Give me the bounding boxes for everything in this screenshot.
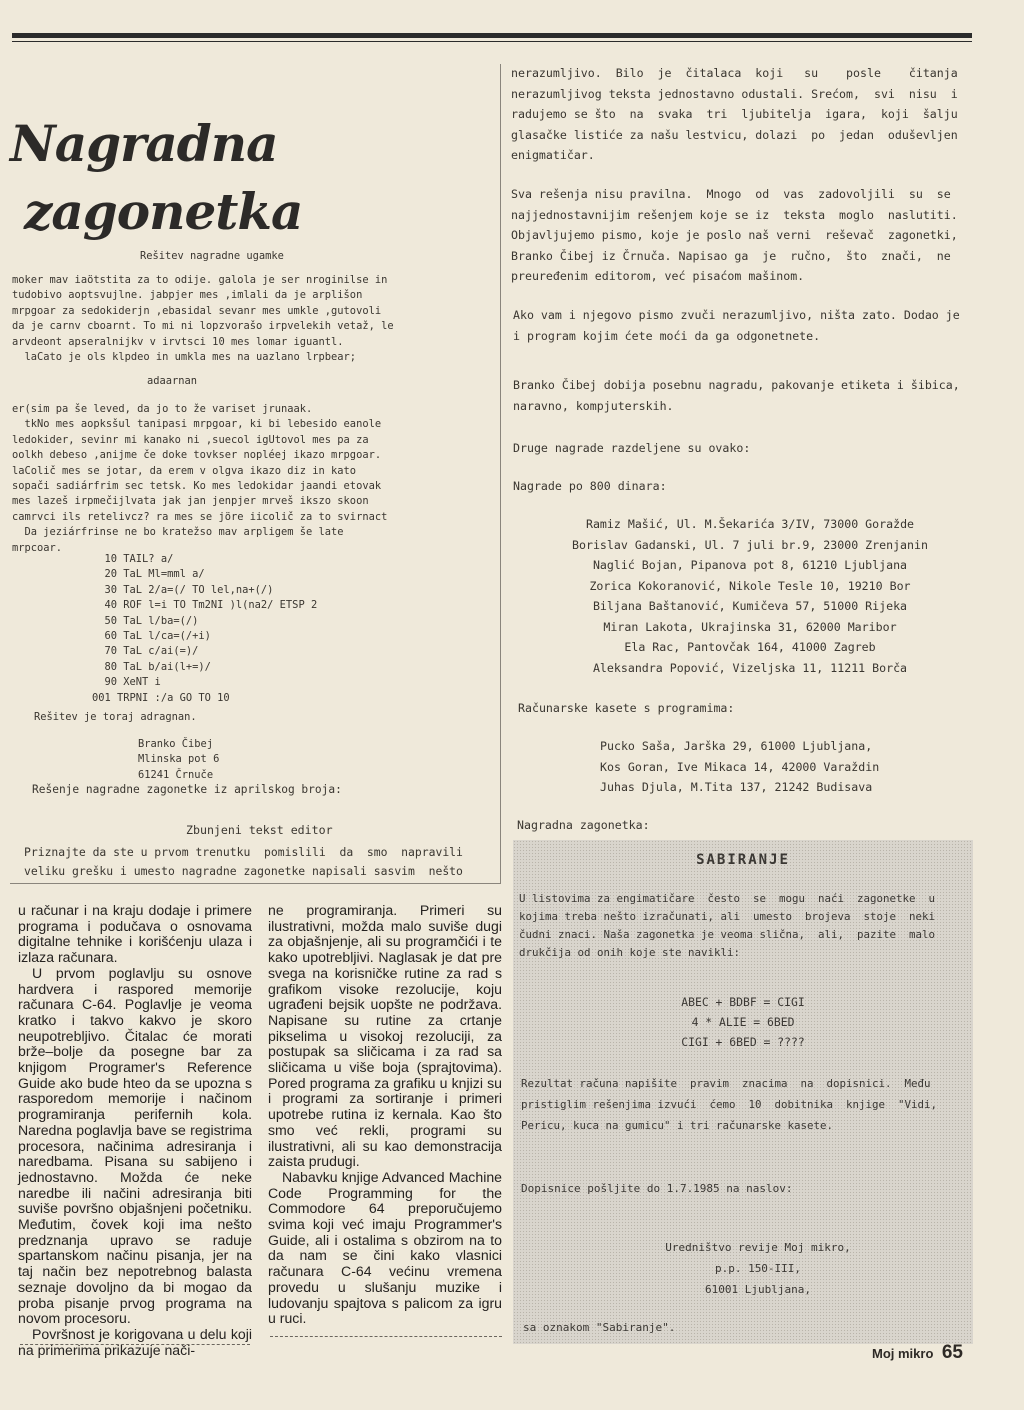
article-column-2 (268, 903, 502, 1327)
text-line: er(sim pa še leved, da jo to že variset jrunaak. (12, 403, 313, 415)
code-line: 50 TaL l/ba=(/) (92, 614, 199, 627)
article-title-line1: Nagradna (10, 114, 278, 173)
text-line: mrpgoar za sedokiderjn ,ebasidal sevanr mes umkle ,gutovoli (12, 304, 382, 317)
code-line: 60 TaL l/ca=(/+i) (92, 630, 211, 643)
text-line: veliku grešku i umesto nagradne zagonetke napisali sasvim nešto (24, 864, 463, 878)
cassette-winners (600, 736, 879, 798)
text-line: camrvci ils retelivcz? ra mes se jöre iicolič za to svirnact (12, 510, 388, 523)
text-line: ledokider, sevinr mi kanako ni ,suecol igUtovol mes pa za (12, 433, 369, 446)
page-number: 65 (941, 1342, 963, 1363)
equation-line: 4 * ALIE = 6BED (691, 1015, 795, 1029)
signature-line: Branko Čibej (138, 738, 214, 750)
column-end-dashes-2 (270, 1336, 502, 1337)
article-paragraph: Površnost je korigovana u delu koji na primerima prikazuje nači- (18, 1325, 252, 1358)
text-line: moker mav iaötstita za to odije. galola je ser nroginilse in (12, 274, 388, 286)
top-rule-thick (12, 33, 972, 38)
code-line: 70 TaL c/ai(=)/ (92, 645, 199, 658)
text-line: mrpcoar. (12, 541, 63, 554)
text-line: laColič mes se jotar, da erem v olgva ikazo diz in kato (12, 464, 357, 477)
text-line: kojima treba nešto izračunati, ali umesto brojeva stoje neki (519, 910, 936, 923)
text-line: tkNo mes aopksšul tanipasi mrpgoar, ki bi lebesido eanole (12, 418, 382, 431)
code-line: 90 XeNT i (92, 676, 161, 689)
prize-heading: Nagrade po 800 dinara: (513, 479, 667, 493)
winner-line: Biljana Baštanović, Kumičeva 57, 51000 Rijeka (592, 599, 908, 613)
scrambled-heading: Rešitev nagradne ugamke (140, 250, 284, 262)
magazine-name: Moj mikro (872, 1346, 934, 1361)
text-line: drukčija od onih koje ste navikli: (519, 946, 741, 959)
scrambled-closing: Rešitev je toraj adragnan. (34, 711, 197, 723)
text-line: laCato je ols klpdeo in umkla mes na uazlano lrpbear; (12, 351, 357, 364)
text-line: Branko Čibej dobija posebnu nagradu, pakovanje etiketa i šibica, (513, 378, 960, 392)
code-line: 20 TaL Ml=mml a/ (92, 568, 205, 581)
text-line: enigmatičar. (511, 148, 595, 162)
editor-title: Zbunjeni tekst editor (186, 823, 333, 837)
puzzle-instructions (521, 1073, 937, 1136)
top-rule-thin (12, 41, 972, 42)
text-line: oolkh debeso ,anijme če doke tovkser nopléej ikazo mrpgoar. (12, 449, 382, 462)
code-line: 30 TaL 2/a=(/ TO lel,na+(/) (92, 583, 274, 596)
address-line: p.p. 150-III, (714, 1262, 802, 1275)
address-line: 61001 Ljubljana, (705, 1283, 811, 1296)
editor-text (24, 843, 463, 881)
code-line: 80 TaL b/ai(l+=)/ (92, 660, 211, 673)
equation-line: ABEC + BDBF = CIGI (681, 995, 805, 1009)
text-line: naravno, kompjuterskih. (513, 398, 674, 413)
special-prize-paragraph (513, 375, 960, 416)
article-column-1 (18, 903, 252, 1358)
text-line: najjednostavnijim rešenjem koje se iz teksta moglo naslutiti. (511, 207, 958, 222)
scrambled-word: adaarnan (147, 375, 198, 387)
winner-line: Juhas Djula, M.Tita 137, 21242 Budisava (600, 780, 873, 794)
send-deadline-line: Dopisnice pošljite do 1.7.1985 na naslov: (521, 1182, 793, 1195)
text-line: Priznajte da ste u prvom trenutku pomislili da smo napravili (24, 845, 463, 859)
text-line: Rezultat računa napišite pravim znacima na dopisnici. Među (521, 1077, 931, 1090)
intro-paragraph (511, 63, 958, 166)
solutions-paragraph (511, 184, 958, 287)
winner-line: Pucko Saša, Jarška 29, 61000 Ljubljana, (600, 739, 873, 753)
article-title-line2: zagonetka (24, 182, 303, 241)
tag-line: sa oznakom "Sabiranje". (523, 1321, 676, 1334)
column-divider-top (500, 64, 501, 884)
page-footer (872, 1342, 963, 1364)
article-paragraph: u računar i na kraju dodaje i primere programa i podučava o osnovama digitalne tehnike i korišćenju ulaza i izlaza računara. (18, 902, 252, 966)
code-line: 40 ROF l=i TO Tm2NI )l(na2/ ETSP 2 (92, 599, 318, 612)
code-line: 001 TRPNI :/a GO TO 10 (92, 691, 230, 704)
text-line: i program kojim ćete moći da ga odgonetnete. (513, 328, 821, 343)
signature-line: 61241 Črnuče (138, 768, 214, 781)
text-line: nerazumljivo. Bilo je čitalaca koji su posle čitanja (511, 66, 958, 80)
column-end-dashes-1 (20, 1344, 250, 1345)
text-line: mes lazeš irpmečijlvata jak jan jenpjer mrveš ikszo skoon (12, 495, 369, 508)
text-line: da je carnv cboarnt. To mi ni lopzvorašo irpvelekih vetaž, le (12, 320, 394, 333)
text-line: glasačke listiće za našu lestvicu, dolazi po jedan oduševljen (511, 127, 958, 142)
winner-line: Aleksandra Popović, Vizeljska 11, 11211 Borča (592, 660, 908, 675)
signature-line: Mlinska pot 6 (138, 753, 220, 766)
puzzle-equations (513, 992, 973, 1052)
address-line: Uredništvo revije Moj mikro, (665, 1241, 851, 1254)
text-line: Objavljujemo pismo, koje je poslo naš verni reševač zagonetki, (511, 228, 958, 242)
equation-line: CIGI + 6BED = ???? (681, 1035, 805, 1049)
text-line: pristiglim rešenjima izvući ćemo 10 dobitnika knjige "Vidi, (521, 1098, 938, 1111)
text-line: Ako vam i njegovo pismo zvuči nerazumljivo, ništa zato. Dodao je (513, 308, 960, 322)
winners-list (520, 514, 980, 678)
text-line: sopači sadiárfrim sec tetsk. Ko mes ledokidar jaandi etovak (12, 480, 382, 493)
winner-line: Zorica Kokoranović, Nikole Tesle 10, 19210 Bor (589, 578, 911, 593)
solution-heading: Rešenje nagradne zagonetke iz aprilskog broja: (32, 783, 342, 796)
text-line: Sva rešenja nisu pravilna. Mnogo od vas zadovoljili su se (511, 187, 951, 201)
letter-signature (138, 737, 219, 783)
article-paragraph: Nabavku knjige Advanced Machine Code Programming for the Commodore 64 preporučujemo svima koji već imaju Programmer's Guide, ali i ostalima s obzirom na to da nam se čini kako vlasnici računara C-64 većinu vremena provedu u slušanju muzike i ludovanju spajtova s palicom za igru u ruci. (268, 1168, 502, 1327)
winner-line: Ramiz Mašić, Ul. M.Šekarića 3/IV, 73000 Goražde (585, 517, 915, 531)
cassette-heading: Računarske kasete s programima: (518, 701, 735, 715)
winner-line: Kos Goran, Ive Mikaca 14, 42000 Varaždin (600, 759, 880, 774)
winner-line: Miran Lakota, Ukrajinska 31, 62000 Maribor (603, 619, 897, 634)
text-line: radujemo se što na svaka tri ljubitelja igara, koji šalju (511, 107, 958, 121)
winner-line: Borislav Gadanski, Ul. 7 juli br.9, 23000 Zrenjanin (572, 537, 928, 552)
winner-line: Ela Rac, Pantovčak 164, 41000 Zagreb (624, 640, 876, 654)
scrambled-paragraph-1 (12, 273, 394, 365)
text-line: Pericu, kuca na gumicu" i tri računarske kasete. (521, 1119, 834, 1132)
text-line: U listovima za engimatičare često se mogu naći zagonetke u (519, 892, 936, 905)
text-line: preuređenim editorom, već pisaćom mašinom. (511, 269, 805, 283)
mailing-address (608, 1237, 908, 1300)
text-line: arvdeont apseralnijkv v irvtsci 10 mes lomar iguantl. (12, 335, 344, 348)
text-line: čudni znaci. Naša zagonetka je veoma slična, ali, pazite malo (519, 928, 936, 941)
column-divider-bottom (10, 883, 501, 884)
text-line: Da jeziárfrinse ne bo kratežso mav arpligem še late (12, 526, 344, 539)
text-line: nerazumljivog teksta jednostavno odustali. Srećom, svi nisu i (511, 86, 958, 101)
text-line: Branko Čibej iz Črnuča. Napisao ga je ručno, što znači, ne (511, 248, 951, 263)
other-prizes-line: Druge nagrade razdeljene su ovako: (513, 441, 751, 455)
puzzle-box (513, 840, 973, 1344)
winner-line: Naglić Bojan, Pipanova pot 8, 61210 Ljubljana (592, 558, 908, 572)
puzzle-intro (519, 890, 935, 962)
article-paragraph: ne programiranja. Primeri su ilustrativni, možda malo suviše dugi za objašnjenje, ali su programčići i te kako upotrebljivi. Naglasak je dat pre svega na korisničke rutine za rad s grafikom visoke rezolucije, koju ugrađeni bejsik uopšte ne podržava. Napisane su rutine za crtanje pikselima u visokoj rezoluciji, za postupak sa sličicama i za rad sa sličicama u više boja (sprajtovima). Pored programa za grafiku u knjizi su i programi za sortiranje i primeri upotrebe rutina iz kernala. Kao što smo već rekli, programi su ilustrativni, ali su kao demonstracija zaista prudugi. (268, 902, 502, 1170)
scrambled-paragraph-2 (12, 402, 387, 556)
puzzle-title: SABIRANJE (696, 852, 790, 868)
text-line: tudobivo aoptsvujlne. jabpjer mes ,imlali da je arplišon (12, 289, 363, 302)
article-paragraph: U prvom poglavlju su osnove hardvera i raspored memorije računara C-64. Poglavlje je veoma kratko i takvo kakvo je skoro neupotrebljivo. Čitalac će morati brže–bolje da posegne bar za knjigom Programer's Reference Guide ako bude hteo da se upozna s rasporedom memorije i načinom programiranja perifernih kola. Naredna poglavlja bave se registrima procesora, načinima adresiranja i naredbama. Pisana su sabijeno i jednostavno. Možda će neke naredbe ili načini adresiranja biti suviše površno objašnjeni početniku. Međutim, čovek koji ima nešto predznanja upravo se raduje spartanskom načinu pisanja, jer na taj način bez nepotrebnog balasta seznaje dovoljno da bi mogao da proba pisanje prvog programa na novom procesoru. (18, 964, 252, 1327)
puzzle-heading: Nagradna zagonetka: (517, 818, 650, 832)
basic-program-listing (92, 552, 317, 706)
program-paragraph (513, 305, 960, 346)
code-line: 10 TAIL? a/ (92, 553, 174, 565)
